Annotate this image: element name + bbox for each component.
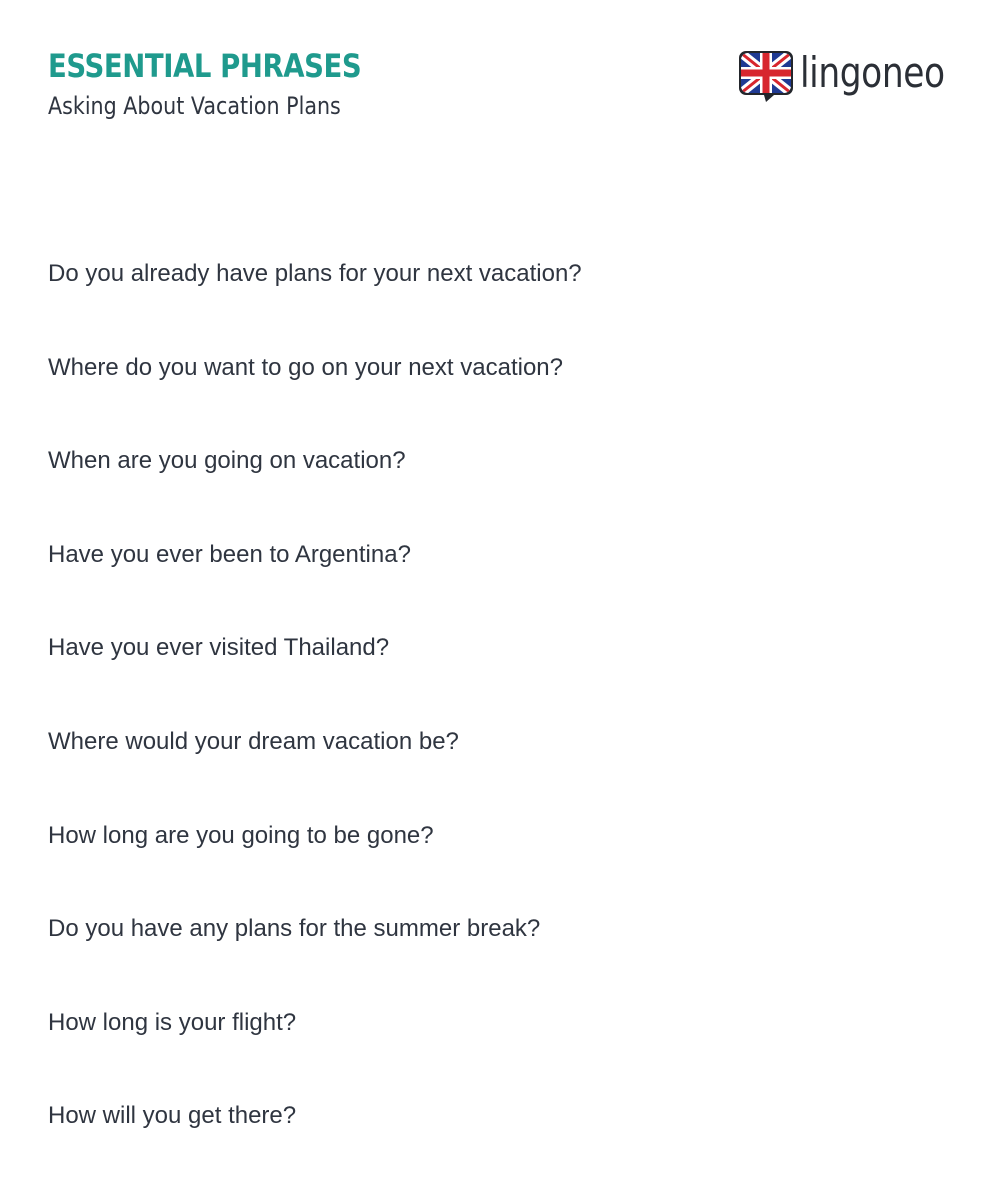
phrase-item: Where would your dream vacation be? bbox=[48, 727, 459, 755]
phrase-item: Have you ever been to Argentina? bbox=[48, 540, 411, 568]
page-subtitle: Asking About Vacation Plans bbox=[48, 92, 341, 120]
header bbox=[48, 46, 412, 122]
phrase-item: Where do you want to go on your next vacation? bbox=[48, 353, 563, 381]
phrase-item: When are you going on vacation? bbox=[48, 447, 406, 475]
phrase-item: How long is your flight? bbox=[48, 1008, 297, 1036]
lingoneo-logo bbox=[738, 50, 976, 104]
phrase-item: Have you ever visited Thailand? bbox=[48, 634, 390, 662]
phrase-item: How long are you going to be gone? bbox=[48, 821, 434, 849]
phrase-list bbox=[48, 256, 582, 1192]
logo-text: lingoneo bbox=[800, 48, 945, 97]
phrase-item: How will you get there? bbox=[48, 1102, 297, 1130]
uk-flag-speech-bubble-icon bbox=[738, 50, 794, 104]
phrase-item: Do you have any plans for the summer break? bbox=[48, 915, 541, 943]
phrase-item: Do you already have plans for your next vacation? bbox=[48, 260, 582, 287]
page-title: ESSENTIAL PHRASES bbox=[48, 47, 362, 85]
